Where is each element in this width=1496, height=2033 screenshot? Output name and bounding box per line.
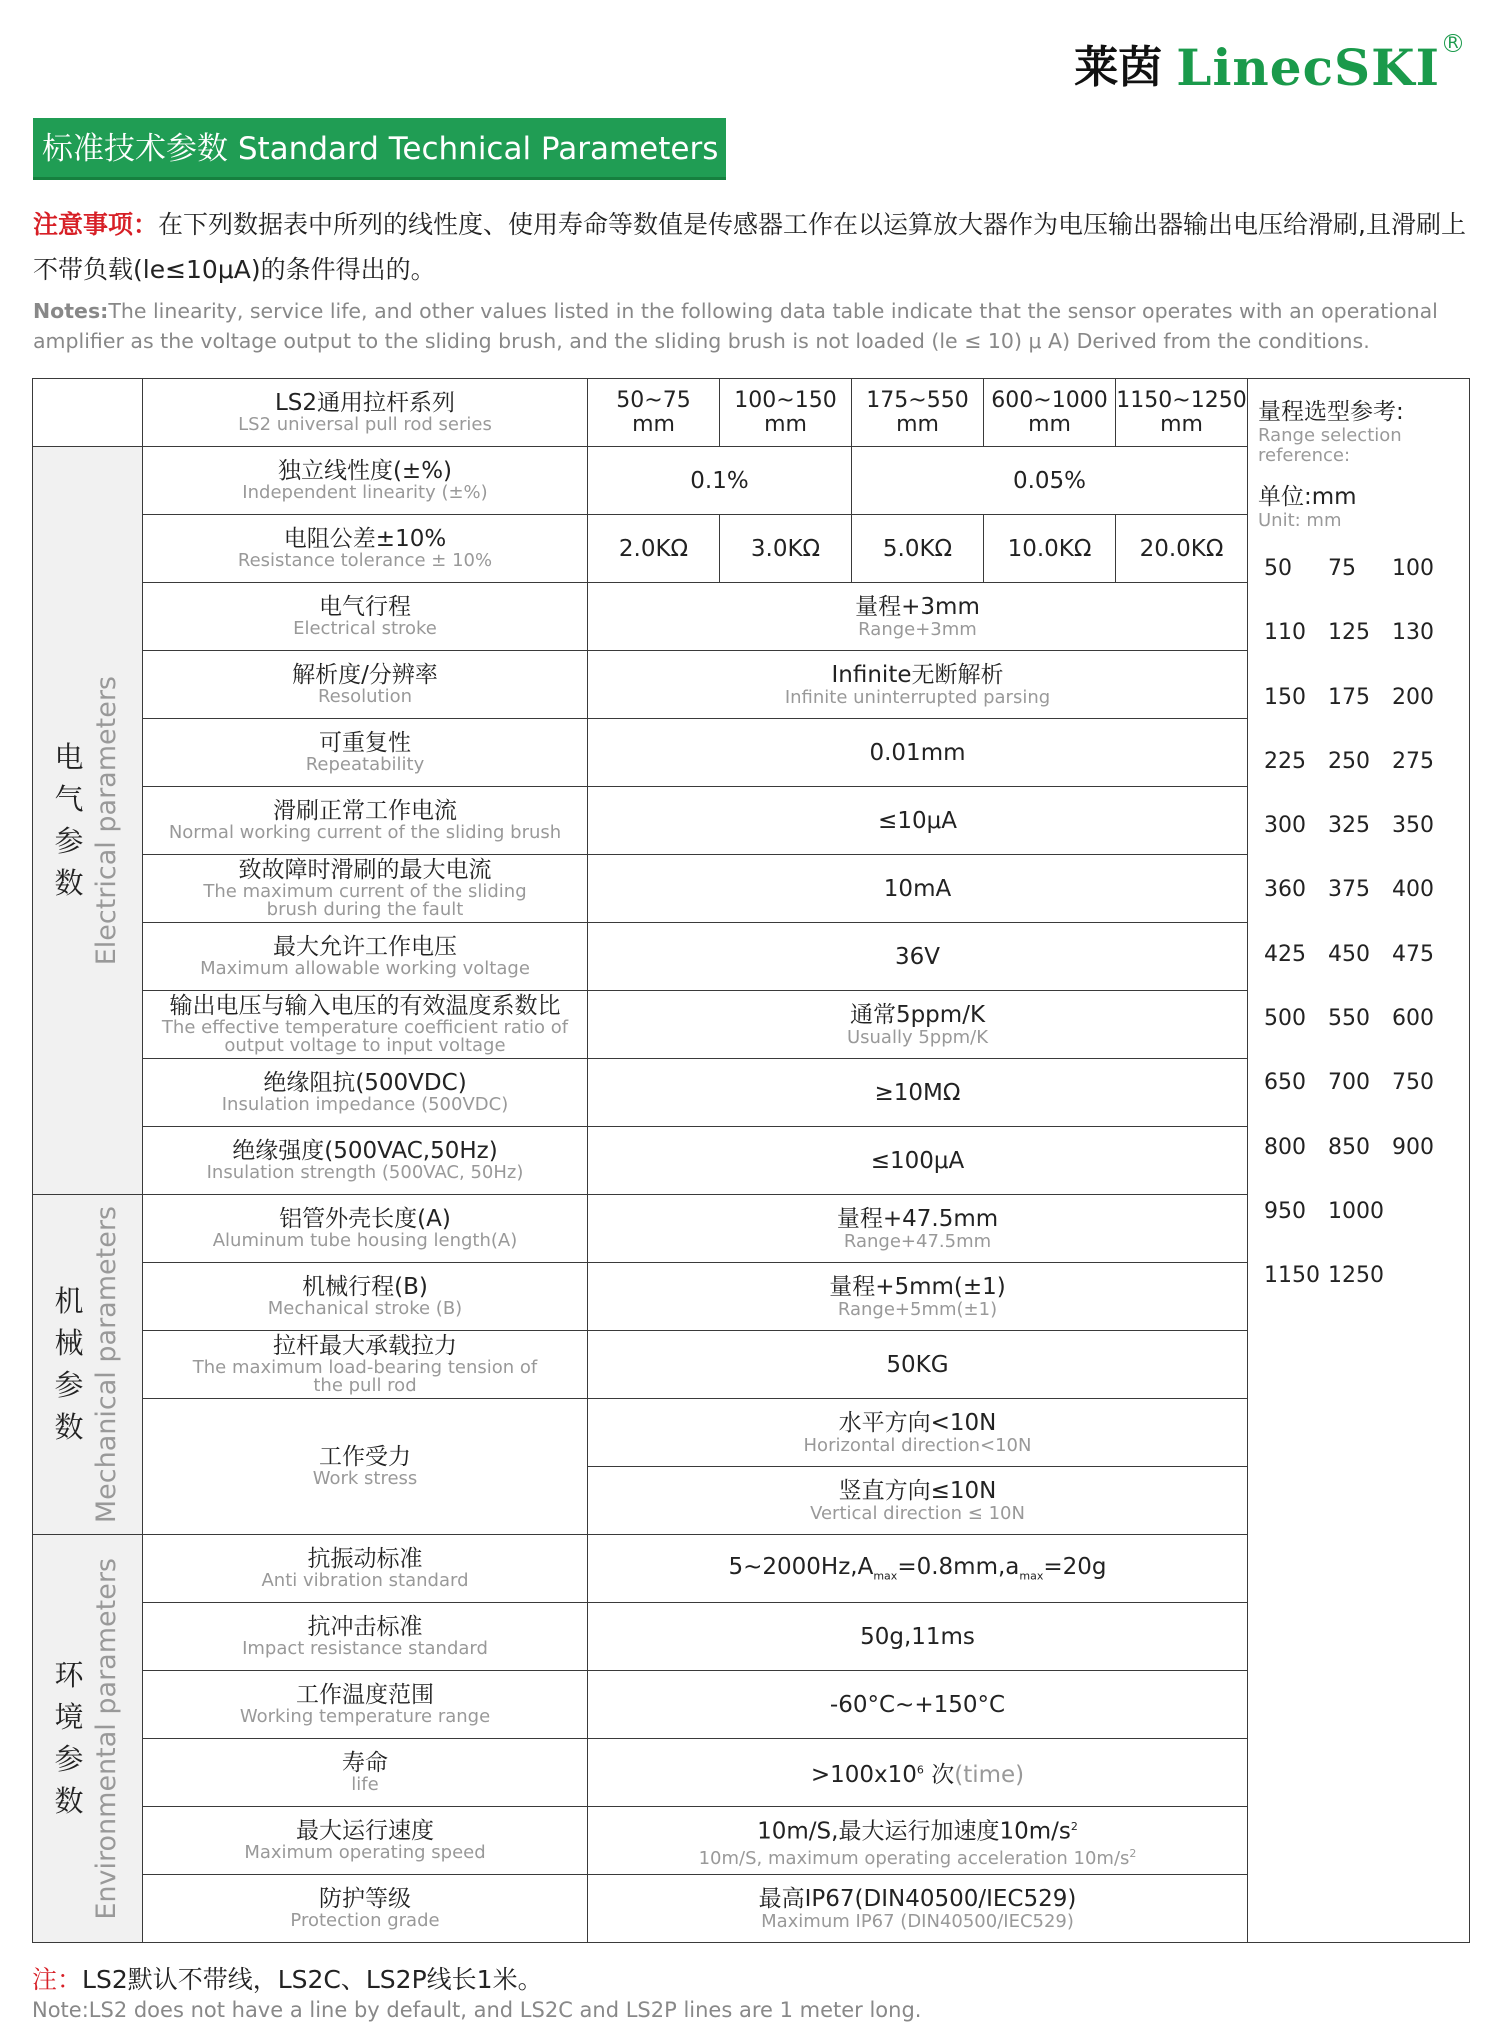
category-environmental [33,1535,143,1943]
param-value [588,1807,1248,1875]
param-label [143,1331,588,1399]
param-cn: 工作受力 [319,1444,411,1470]
category-cn [53,1654,85,1822]
range-unit: mm [896,411,939,437]
param-en: Maximum allowable working voltage [200,958,530,979]
series-header [143,379,588,447]
category-char: 械 [54,1326,84,1361]
value-cn: Infinite无断解析 [831,662,1004,688]
param-en: Aluminum tube housing length(A) [212,1230,518,1251]
param-label [143,1739,588,1807]
param-cn: 绝缘阻抗(500VDC) [263,1070,467,1096]
param-cn: 独立线性度(±%) [277,458,453,484]
ref-value: 1250 [1328,1263,1384,1289]
param-en: Insulation strength (500VAC, 50Hz) [206,1162,524,1183]
param-value [588,583,1248,651]
param-value: 0.05% [852,447,1248,515]
ref-row [1258,666,1459,730]
ref-value: 400 [1392,877,1434,903]
value-cn: 量程+5mm(±1) [829,1274,1006,1300]
value-sup: 6 [916,1763,924,1777]
value-en: Horizontal direction<10N [803,1435,1032,1456]
category-electrical [33,447,143,1195]
param-cn: 防护等级 [319,1886,411,1912]
param-label [143,583,588,651]
param-cn: 寿命 [342,1750,388,1776]
ref-value: 325 [1328,813,1370,839]
ref-value: 1000 [1328,1198,1384,1224]
ref-value: 150 [1264,684,1306,710]
ref-value: 375 [1328,877,1370,903]
ref-row [1258,1051,1459,1115]
brand-name-en: LinecSKI [1176,38,1440,97]
category-label [33,1206,142,1523]
category-char: 气 [54,782,84,817]
param-label [143,1535,588,1603]
param-label [143,787,588,855]
section-title: 标准技术参数 Standard Technical Parameters [33,118,726,180]
param-label [143,855,588,923]
param-cn: 工作温度范围 [296,1682,434,1708]
category-cn [53,1280,85,1448]
ref-value: 110 [1264,620,1306,646]
value-cn: 竖直方向≤10N [838,1478,997,1504]
param-value [588,1467,1248,1535]
param-label [143,1807,588,1875]
spec-table [32,378,1470,1943]
category-mechanical [33,1195,143,1535]
param-en: Work stress [312,1468,418,1489]
param-value: 3.0KΩ [720,515,852,583]
footnote-cn [32,1960,543,1996]
param-en: Impact resistance standard [242,1638,488,1659]
ref-value: 75 [1328,556,1356,581]
range-value: 600~1000 [991,387,1108,413]
category-char: 参 [54,824,84,859]
category-label [33,1558,142,1920]
ref-row [1258,1116,1459,1180]
param-label [143,719,588,787]
ref-value: 125 [1328,620,1370,646]
range-header-1 [588,379,720,447]
value-sup: 2 [1129,1847,1137,1861]
ref-row [1258,601,1459,665]
param-cn: 机械行程(B) [302,1274,428,1300]
range-value: 175~550 [866,387,969,413]
notice-en-text: The linearity, service life, and other values listed in the following data table indicate that the sensor operates with an operational amplifier as the voltage output to the sliding brush, and the sliding brush is not loaded (le ≤ 10) μ A) Derived from the conditions. [33,299,1438,353]
value-en: Vertical direction ≤ 10N [810,1503,1025,1524]
param-en: Insulation impedance (500VDC) [221,1094,509,1115]
value-en: Usually 5ppm/K [846,1027,989,1048]
ref-value: 100 [1392,556,1434,581]
ref-row [1258,858,1459,922]
param-value [588,651,1248,719]
param-value [588,1535,1248,1603]
value-en: Infinite uninterrupted parsing [784,687,1051,708]
param-cn: 电阻公差±10% [283,526,447,552]
table-header-row [33,379,1470,447]
ref-value: 225 [1264,748,1306,774]
param-en: life [351,1774,379,1795]
param-label [143,447,588,515]
param-value [588,1739,1248,1807]
ref-value: 175 [1328,684,1370,710]
param-cn: 电气行程 [319,594,411,620]
ref-row [1258,923,1459,987]
category-label [33,676,142,965]
category-char: 参 [54,1368,84,1403]
param-value [588,1195,1248,1263]
value-sup: 2 [1070,1819,1078,1833]
param-en: Anti vibration standard [261,1570,469,1591]
value-cn: 水平方向<10N [838,1410,997,1436]
param-label [143,1195,588,1263]
param-en: The maximum load-bearing tension of [192,1357,538,1378]
notice-en-label: Notes: [33,299,109,323]
param-cn: 抗振动标准 [307,1546,423,1572]
ref-value: 250 [1328,748,1370,774]
category-char: 电 [54,740,84,775]
registered-mark-icon: R [1444,34,1462,52]
value-en: Maximum IP67 (DIN40500/IEC529) [761,1911,1074,1932]
param-en: Maximum operating speed [244,1842,486,1863]
param-label [143,515,588,583]
header-blank [33,379,143,447]
param-cn: 解析度/分辨率 [292,662,438,688]
category-char: 机 [54,1284,84,1319]
ref-title-cn: 量程选型参考: [1258,399,1404,425]
ref-value: 450 [1328,941,1370,967]
ref-row [1258,987,1459,1051]
ref-row [1258,794,1459,858]
series-en: LS2 universal pull rod series [238,414,492,435]
value-en: 10m/S, maximum operating acceleration 10m/s [698,1848,1130,1870]
param-label [143,1671,588,1739]
notice-cn [33,202,1473,292]
param-value: ≤100μA [588,1127,1248,1195]
param-en: Resistance tolerance ± 10% [237,550,493,571]
param-cn: 拉杆最大承载拉力 [273,1333,457,1359]
param-label [143,923,588,991]
param-en: Normal working current of the sliding brush [168,822,562,843]
param-label [143,1603,588,1671]
param-value: 5.0KΩ [852,515,984,583]
param-value: ≥10MΩ [588,1059,1248,1127]
value-cn: 10m/S,最大运行加速度10m/s [757,1818,1071,1845]
param-en: Resolution [317,686,413,707]
param-cn: 滑刷正常工作电流 [273,798,457,824]
range-header-2 [720,379,852,447]
param-value: 36V [588,923,1248,991]
param-value [588,1263,1248,1331]
ref-row [1258,730,1459,794]
param-label [143,651,588,719]
footnote-cn-text: LS2默认不带线，LS2C、LS2P线长1米。 [82,1965,543,1994]
category-char: 环 [54,1658,84,1693]
value-en: Range+3mm [858,619,977,640]
range-value: 50~75 [616,387,691,413]
param-value: 0.1% [588,447,852,515]
param-value: 0.01mm [588,719,1248,787]
ref-values [1258,537,1459,1309]
notice-cn-label: 注意事项： [33,210,159,239]
value-cn: 最高IP67(DIN40500/IEC529) [758,1886,1077,1912]
value-part: 5~2000Hz,A [728,1554,874,1581]
range-unit: mm [632,411,675,437]
param-label [143,1127,588,1195]
param-cn: 致故障时滑刷的最大电流 [238,857,492,883]
param-value: 10.0KΩ [984,515,1116,583]
brand-name-cn: 莱茵 [1074,42,1163,93]
ref-value: 650 [1264,1070,1306,1096]
ref-value: 300 [1264,813,1306,839]
param-cn: 可重复性 [319,730,411,756]
category-char: 数 [54,1410,84,1445]
param-en: The effective temperature coefficient ratio of [161,1017,569,1038]
ref-value: 200 [1392,684,1434,710]
range-header-4 [984,379,1116,447]
category-cn [53,736,85,904]
value-part: 次 [923,1762,955,1788]
param-label [143,1059,588,1127]
category-en: Environmental parameters [91,1557,122,1920]
ref-value: 425 [1264,941,1306,967]
param-label [143,991,588,1059]
range-value: 100~150 [734,387,837,413]
ref-value: 275 [1392,748,1434,774]
value-part: >100x10 [810,1762,917,1788]
category-char: 数 [54,1784,84,1819]
ref-value: 475 [1392,941,1434,967]
param-en: brush during the fault [266,899,464,920]
value-part: =0.8mm,a [897,1554,1020,1581]
notice-en [33,296,1473,356]
range-unit: mm [1028,411,1071,437]
value-cn: 通常5ppm/K [849,1002,986,1028]
ref-row [1258,1244,1459,1308]
value-en: Range+47.5mm [843,1231,992,1252]
footnote-cn-label: 注： [32,1965,83,1994]
range-value: 1150~1250 [1116,387,1247,413]
category-char: 数 [54,866,84,901]
ref-value: 50 [1264,556,1292,581]
param-cn: 输出电压与输入电压的有效温度系数比 [169,993,561,1019]
value-en: Range+5mm(±1) [837,1299,998,1320]
range-unit: mm [1160,411,1203,437]
param-value [588,1875,1248,1943]
param-cn: 最大允许工作电压 [273,934,457,960]
ref-value: 600 [1392,1006,1434,1032]
param-cn: 最大运行速度 [296,1818,434,1844]
param-value: -60°C~+150°C [588,1671,1248,1739]
param-value: 10mA [588,855,1248,923]
param-en: The maximum current of the sliding [203,881,527,902]
param-en: Repeatability [305,754,425,775]
ref-value: 900 [1392,1134,1434,1160]
value-part: =20g [1043,1554,1107,1581]
param-cn: 绝缘强度(500VAC,50Hz) [232,1138,498,1164]
ref-unit-en: Unit: mm [1258,510,1342,531]
category-en: Mechanical parameters [91,1205,122,1524]
param-en: Working temperature range [239,1706,491,1727]
param-en: Protection grade [290,1910,440,1931]
category-en: Electrical parameters [91,675,122,966]
param-label [143,1399,588,1535]
param-en: the pull rod [313,1375,417,1396]
value-part-en: (time) [954,1762,1025,1788]
param-value [588,991,1248,1059]
value-sub: max [1019,1569,1044,1583]
ref-value: 550 [1328,1006,1370,1032]
param-cn: 铝管外壳长度(A) [279,1206,451,1232]
range-unit: mm [764,411,807,437]
param-en: Mechanical stroke (B) [267,1298,463,1319]
ref-value: 1150 [1264,1263,1320,1289]
ref-value: 350 [1392,813,1434,839]
ref-value: 850 [1328,1134,1370,1160]
value-cn: 量程+47.5mm [836,1206,999,1232]
ref-value: 700 [1328,1070,1370,1096]
param-label [143,1263,588,1331]
ref-value: 950 [1264,1198,1306,1224]
param-value: 50g,11ms [588,1603,1248,1671]
footnote-en: Note:LS2 does not have a line by default, and LS2C and LS2P lines are 1 meter long. [32,1998,922,2022]
ref-value: 500 [1264,1006,1306,1032]
range-selection-reference [1248,379,1470,1943]
value-sub: max [873,1569,898,1583]
ref-value: 360 [1264,877,1306,903]
category-char: 参 [54,1742,84,1777]
param-cn: 抗冲击标准 [307,1614,423,1640]
ref-title-en-1: Range selection [1258,425,1402,446]
param-value: 50KG [588,1331,1248,1399]
param-en: Electrical stroke [293,618,437,639]
ref-row [1258,537,1459,601]
value-cn: 量程+3mm [855,594,980,620]
ref-value: 750 [1392,1070,1434,1096]
brand-logo [1074,33,1462,98]
param-en: Independent linearity (±%) [242,482,488,503]
ref-title-en-2: reference: [1258,445,1351,466]
ref-row [1258,1180,1459,1244]
param-value [588,1399,1248,1467]
series-cn: LS2通用拉杆系列 [274,390,456,416]
param-value: 2.0KΩ [588,515,720,583]
range-header-3 [852,379,984,447]
param-value: 20.0KΩ [1116,515,1248,583]
category-char: 境 [54,1700,84,1735]
param-en: output voltage to input voltage [224,1035,506,1056]
ref-value: 800 [1264,1134,1306,1160]
ref-value: 130 [1392,620,1434,646]
param-label [143,1875,588,1943]
range-header-5 [1116,379,1248,447]
notice-cn-text: 在下列数据表中所列的线性度、使用寿命等数值是传感器工作在以运算放大器作为电压输出器输出电压给滑刷,且滑刷上不带负载(le≤10μA)的条件得出的。 [33,210,1466,284]
param-value: ≤10μA [588,787,1248,855]
ref-unit-cn: 单位:mm [1258,484,1357,510]
